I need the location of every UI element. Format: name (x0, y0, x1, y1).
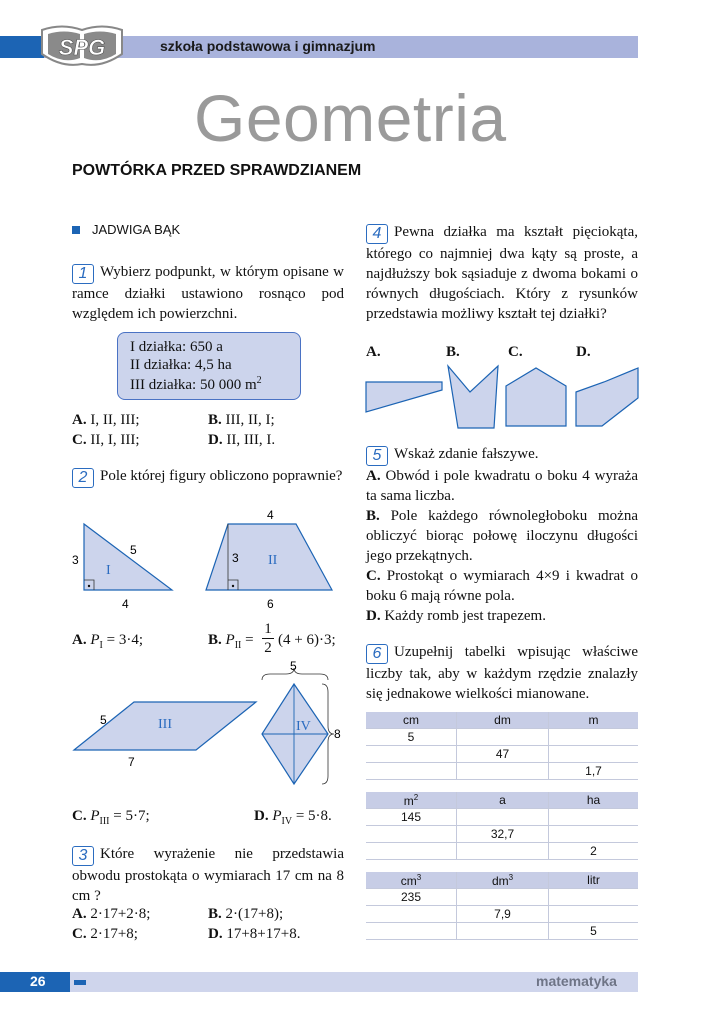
question-number-1: 1 (72, 264, 94, 284)
conversion-table-volume: $cm^3$ $dm^3$ litr 235 7,9 5 (366, 872, 638, 940)
q5-item-b[interactable]: B. Pole każdego równoległoboku można obliczyć biorąc połowę iloczynu długości jego przekątnych. (366, 508, 638, 564)
author-bullet (72, 226, 80, 234)
q5-item-c[interactable]: C. Prostokąt o wymiarach 4×9 i kwadrat o boku 6 mają równe pola. (366, 568, 638, 604)
question-6-text: Uzupełnij tabelki wpisując właściwe liczby tak, aby w każdym rzędzie znalazły się jednakowe wielkości mianowane. (366, 644, 638, 702)
q3-answer-d[interactable]: D. 17+8+17+8. (208, 926, 301, 942)
shape-a (366, 382, 442, 412)
page-subtitle: POWTÓRKA PRZED SPRAWDZIANEM (72, 162, 362, 179)
question-4-text: Pewna działka ma kształt pięciokąta, którego co najmniej dwa kąty są proste, a najdłuższy bok sąsiaduje z dwoma bokami o równych długościach. Który z rysunków przedstawia możliwy kształt tej działki? (366, 224, 638, 322)
question-1-text: Wybierz podpunkt, w którym opisane w ramce działki ustawiono rosnąco pod względem ich powierzchni. (72, 264, 344, 322)
svg-text:SPG: SPG (58, 35, 106, 60)
conversion-table-length: cm dm m 5 47 1,7 (366, 712, 638, 780)
rhombus-diag-8: 8 (334, 727, 341, 741)
page-number: 26 (30, 973, 46, 989)
q3-answer-a[interactable]: A. 2·17+2·8; (72, 906, 151, 922)
spg-logo (36, 24, 128, 70)
question-5 (366, 444, 638, 466)
question-number-3: 3 (72, 846, 94, 866)
question-3 (72, 844, 344, 906)
question-number-6: 6 (366, 644, 388, 664)
para-side-5: 5 (100, 713, 107, 727)
trap-label: II (268, 553, 278, 568)
q2-figures-bottom (60, 660, 350, 800)
shape-b (448, 366, 498, 428)
tri-side-5: 5 (130, 543, 137, 557)
trap-top-4: 4 (267, 508, 274, 522)
subject-label: matematyka (536, 973, 617, 989)
question-3-text: Które wyrażenie nie przedstawia obwodu prostokąta o wymiarach 17 cm na 8 cm ? (72, 846, 344, 904)
q2-figures-top (60, 508, 350, 618)
q2-answer-d[interactable]: D. $P_{IV} = 5\cdot 8$. (254, 808, 332, 827)
q4-shapes (360, 362, 642, 432)
trap-height-3: 3 (232, 551, 239, 565)
question-2-text: Pole której figury obliczono poprawnie? (100, 468, 343, 484)
q2-answer-b-expr: (4 + 6)·3; (278, 632, 336, 648)
plot-row-3: III działka: 50 000 $m^2$ (130, 375, 262, 393)
question-number-4: 4 (366, 224, 388, 244)
plot-row-2: II działka: 4,5 ha (130, 357, 232, 373)
q4-option-a[interactable]: A. (366, 344, 381, 360)
q3-answer-b[interactable]: B. 2·(17+8); (208, 906, 284, 922)
plot-row-1: I działka: 650 a (130, 339, 223, 355)
para-label: III (158, 717, 172, 732)
para-base-7: 7 (128, 755, 135, 769)
question-number-2: 2 (72, 468, 94, 488)
q5-items (366, 466, 638, 626)
page-title: Geometria (194, 81, 507, 155)
tri-side-3: 3 (72, 553, 79, 567)
question-1 (72, 262, 344, 324)
q1-answer-a[interactable]: A. I, II, III; (72, 412, 140, 428)
question-2 (72, 466, 344, 488)
question-number-5: 5 (366, 446, 388, 466)
tri-side-4: 4 (122, 597, 129, 611)
q4-option-b[interactable]: B. (446, 344, 460, 360)
plots-box (117, 332, 301, 400)
q2-answer-a[interactable]: A. $P_I = 3\cdot 4$; (72, 632, 143, 651)
school-label: szkoła podstawowa i gimnazjum (160, 38, 376, 54)
q4-option-c[interactable]: C. (508, 344, 523, 360)
q1-answer-c[interactable]: C. II, I, III; (72, 432, 140, 448)
conversion-table-area: $m^2$ a ha 145 32,7 2 (366, 792, 638, 860)
question-4 (366, 222, 638, 324)
author-name: JADWIGA BĄK (92, 222, 181, 237)
q5-item-a[interactable]: A. Obwód i pole kwadratu o boku 4 wyraża ta sama liczba. (366, 468, 638, 504)
q1-answer-d[interactable]: D. II, III, I. (208, 432, 276, 448)
q2-answer-c[interactable]: C. $P_{III} = 5\cdot 7$; (72, 808, 150, 827)
shape-d (576, 368, 638, 426)
rhombus-diag-5: 5 (290, 660, 297, 673)
tri-label: I (106, 563, 111, 578)
q4-option-d[interactable]: D. (576, 344, 591, 360)
q2-answer-b-fraction: 1 2 (262, 620, 274, 657)
q2-answer-b[interactable]: B. $P_{II}$ = (208, 632, 254, 651)
rhombus-label: IV (296, 719, 311, 734)
triangle-I (84, 524, 172, 590)
shape-c (506, 368, 566, 426)
trap-bottom-6: 6 (267, 597, 274, 611)
footer-dash (74, 980, 86, 985)
q3-answer-c[interactable]: C. 2·17+8; (72, 926, 138, 942)
question-6 (366, 642, 638, 704)
q1-answer-b[interactable]: B. III, II, I; (208, 412, 275, 428)
question-5-text: Wskaż zdanie fałszywe. (394, 446, 539, 462)
q5-item-d[interactable]: D. Każdy romb jest trapezem. (366, 608, 546, 624)
